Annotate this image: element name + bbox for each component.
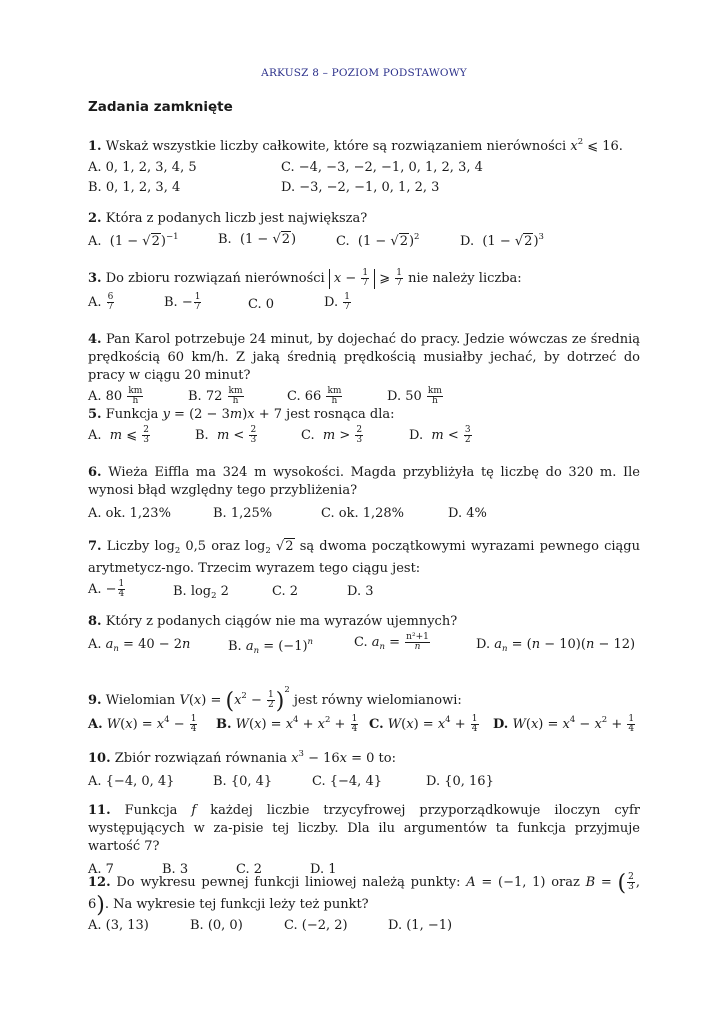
task-1: [88, 133, 640, 200]
task-4-question: 4. Pan Karol potrzebuje 24 minut, by dojechać do pracy. Jedzie wówczas ze średnią prędkością 60 km/h. Z jaką średnią prędkością musiałby jechać, by dotrzeć do pracy w ciągu 20 minut?: [88, 332, 640, 383]
task-4-option-b: B. 72 $\frac{km}{h}$: [188, 386, 243, 406]
task-10-option-a: A. {−4, 0, 4}: [88, 774, 175, 789]
task-2-option-c: C. $(1 - √2)^2$: [336, 232, 420, 249]
task-5-option-b: B. m < $\frac{2}{3}$: [195, 425, 257, 445]
task-5-option-c: C. m > $\frac{2}{3}$: [301, 425, 363, 445]
task-10-question: 10. Zbiór rozwiązań równania $x^3 - 16x = 0$ to:: [88, 749, 396, 766]
task-4-option-a: A. 80 $\frac{km}{h}$: [88, 386, 143, 406]
task-9-option-d: D. $W(x) = x^4 - x^2$ + $\frac{1}{4}$: [493, 714, 635, 734]
task-10-option-c: C. {−4, 4}: [312, 774, 382, 789]
task-1-option-d: D. −3, −2, −1, 0, 1, 2, 3: [281, 180, 440, 195]
task-10-option-b: B. {0, 4}: [213, 774, 273, 789]
task-6-option-c: C. ok. 1,28%: [321, 506, 405, 521]
task-9: [88, 676, 640, 741]
task-12-option-a: A. (3, 13): [88, 918, 149, 933]
task-7-option-c: C. 2: [272, 584, 299, 599]
task-7-question: 7. Liczby $\log_2 0,5$ oraz $\log_2 √2$ są dwoma początkowymi wyrazami pewnego ciągu arytmetycz-ngo. Trzecim wyrazem tego ciągu jest:: [88, 539, 640, 576]
task-8-question: 8. Który z podanych ciągów nie ma wyrazów ujemnych?: [88, 614, 458, 629]
task-11-option-b: B. 3: [162, 862, 189, 877]
task-8-option-c: C. $a_n$ = $\frac{\text{n²+1}}{n}$: [354, 632, 429, 652]
task-7: [88, 538, 640, 606]
task-9-option-b: B. $W(x) = x^4 + x^2$ + $\frac{1}{4}$: [216, 714, 358, 734]
task-11-question: 11. Funkcja f każdej liczbie trzycyfrowej przyporządkowuje iloczyn cyfr występujących w za-pisie tej liczby. Dla ilu argumentów ta funkcja przyjmuje wartość 7?: [88, 803, 641, 854]
task-2: [88, 210, 640, 254]
task-7-option-d: D. 3: [347, 584, 374, 599]
task-11-option-a: A. 7: [88, 862, 114, 877]
task-1-option-b: B. 0, 1, 2, 3, 4: [88, 180, 181, 195]
sheet-header: ARKUSZ 8 – POZIOM PODSTAWOWY: [261, 67, 467, 79]
task-2-option-b: B. (1 − √2): [218, 232, 297, 247]
task-2-question: 2. Która z podanych liczb jest największa?: [88, 211, 368, 226]
task-8-option-d: D. $a_n = (n - 10)(n - 12)$: [476, 637, 636, 654]
task-5-option-a: A. m ⩽ $\frac{2}{3}$: [88, 425, 150, 445]
task-3-option-a: A. $\frac{6}{7}$: [88, 292, 114, 312]
task-4: [88, 331, 640, 413]
task-6-question: 6. Wieża Eiffla ma 324 m wysokości. Magda przybliżyła tę liczbę do 320 m. Ile wynosi błąd względny tego przybliżenia?: [88, 465, 640, 498]
task-3-option-b: B. − $\frac{1}{7}$: [164, 292, 201, 312]
task-3-option-d: D. $\frac{1}{7}$: [324, 292, 350, 312]
task-8-option-b: B. $a_n = (-1)^n$: [228, 637, 314, 656]
task-10-option-d: D. {0, 16}: [426, 774, 494, 789]
task-2-option-a: A. $(1 - √2)^{-1}$: [88, 232, 179, 249]
task-1-question: 1. Wskaż wszystkie liczby całkowite, które są rozwiązaniem nierówności $x^2$ ⩽ 16.: [88, 137, 623, 154]
task-6-option-a: A. ok. 1,23%: [88, 506, 171, 521]
task-12-option-b: B. (0, 0): [190, 918, 243, 933]
task-5: [88, 406, 640, 452]
task-7-option-a: A. − $\frac{1}{4}$: [88, 579, 125, 599]
task-12: [88, 872, 640, 940]
task-11-option-c: C. 2: [236, 862, 263, 877]
task-11-option-d: D. 1: [310, 862, 337, 877]
task-5-option-d: D. m < $\frac{3}{2}$: [409, 425, 471, 445]
task-6-option-b: B. 1,25%: [213, 506, 273, 521]
task-3-option-c: C. 0: [248, 297, 275, 312]
task-2-option-d: D. $(1 - √2)^3$: [460, 232, 544, 249]
task-9-option-a: A. $W(x) = x^4$ − $\frac{1}{4}$: [88, 714, 197, 734]
task-9-option-c: C. $W(x) = x^4$ + $\frac{1}{4}$: [369, 714, 478, 734]
task-3: [88, 267, 640, 319]
task-12-option-d: D. (1, −1): [388, 918, 453, 933]
task-12-option-c: C. (−2, 2): [284, 918, 348, 933]
task-7-option-b: B. $\log_2 2$: [173, 584, 229, 601]
task-4-option-c: C. 66 $\frac{km}{h}$: [287, 386, 342, 406]
task-6: [88, 464, 640, 528]
task-3-question: 3. Do zbioru rozwiązań nierówności x − $\frac{1}{7}$ ⩾ $\frac{1}{7}$ nie należy liczba:: [88, 267, 522, 288]
task-8: [88, 613, 640, 659]
task-8-option-a: A. $a_n = 40 - 2n$: [88, 637, 191, 654]
section-title: Zadania zamknięte: [88, 99, 233, 115]
task-4-option-d: D. 50 $\frac{km}{h}$: [387, 386, 442, 406]
task-1-option-c: C. −4, −3, −2, −1, 0, 1, 2, 3, 4: [281, 160, 483, 175]
task-6-option-d: D. 4%: [448, 506, 487, 521]
task-9-question: 9. Wielomian $V(x) = (x^2$ − $\frac{1}{2}$ )$^2$ jest równy wielomianowi:: [88, 685, 462, 714]
task-1-option-a: A. 0, 1, 2, 3, 4, 5: [88, 160, 197, 175]
task-5-question: 5. Funkcja y = (2 − 3m)x + 7 jest rosnąca dla:: [88, 407, 395, 422]
task-10: [88, 745, 640, 796]
task-12-question: 12. Do wykresu pewnej funkcji liniowej należą punkty: A = (−1, 1) oraz B = ( $\frac{2}{3}$ , 6). Na wykresie tej funkcji leży też punkt?: [88, 871, 640, 918]
